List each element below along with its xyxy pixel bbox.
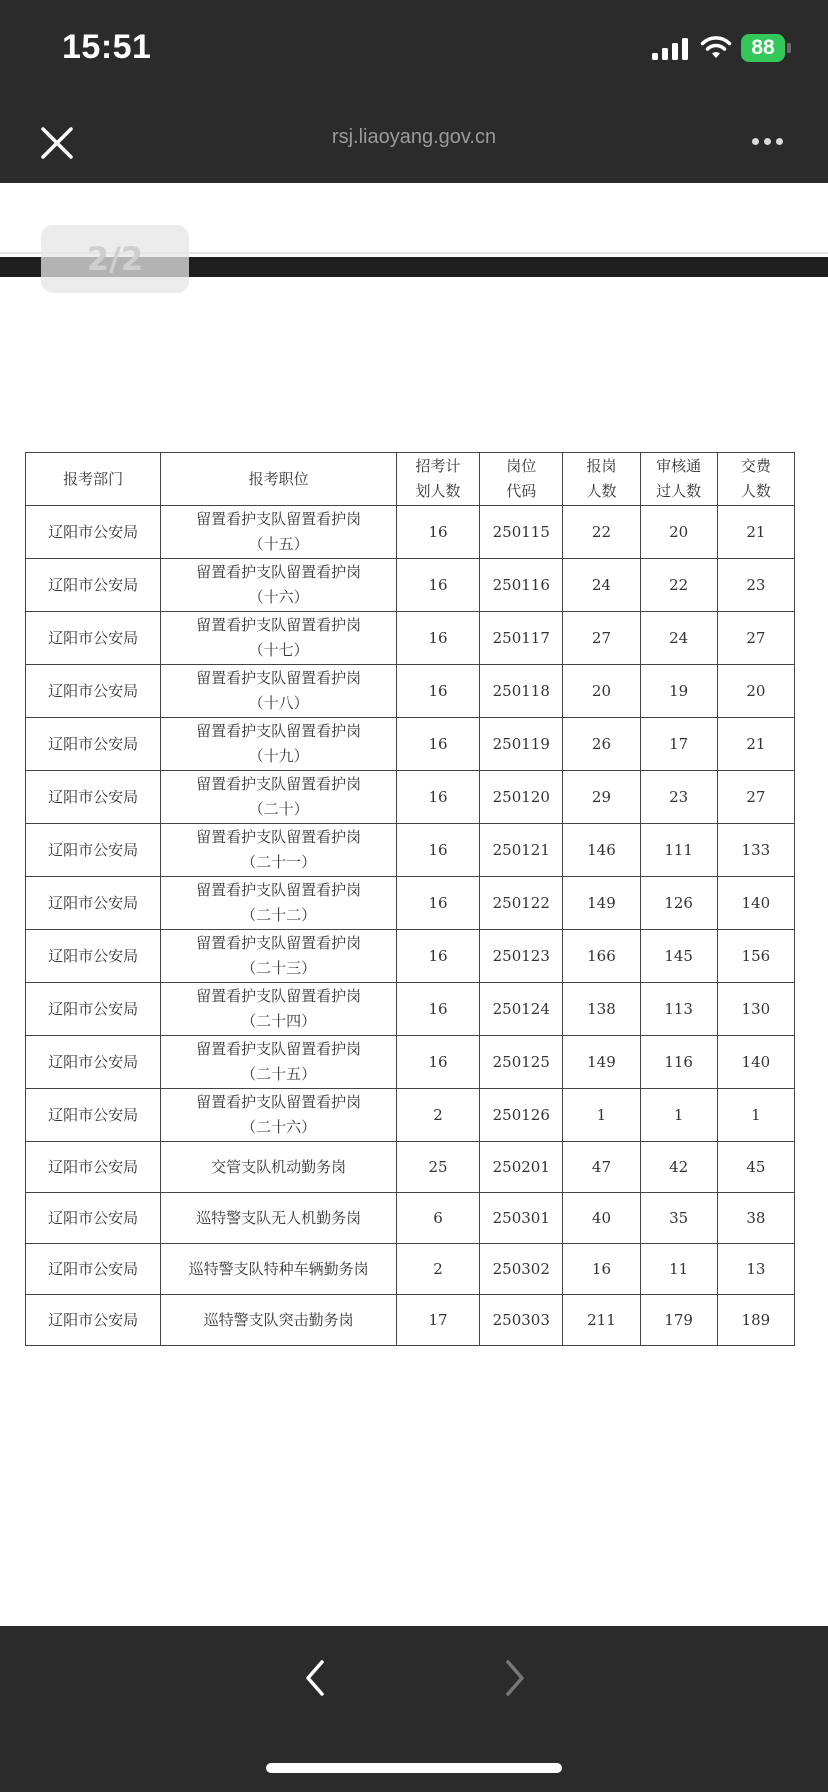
cell-paid: 21	[717, 506, 794, 559]
cell-code: 250122	[480, 877, 563, 930]
cell-approved: 19	[640, 665, 717, 718]
cell-plan: 25	[396, 1142, 479, 1193]
cell-plan: 17	[396, 1295, 479, 1346]
cell-position: 留置看护支队留置看护岗 （十七）	[161, 612, 397, 665]
header-dept: 报考部门	[26, 453, 161, 506]
table-row	[26, 665, 795, 718]
cell-paid: 20	[717, 665, 794, 718]
cell-position: 留置看护支队留置看护岗 （十八）	[161, 665, 397, 718]
cell-dept: 辽阳市公安局	[26, 559, 161, 612]
cell-plan: 16	[396, 506, 479, 559]
cell-plan: 2	[396, 1244, 479, 1295]
cell-approved: 24	[640, 612, 717, 665]
cell-approved: 126	[640, 877, 717, 930]
cell-code: 250302	[480, 1244, 563, 1295]
cell-code: 250125	[480, 1036, 563, 1089]
cell-approved: 1	[640, 1089, 717, 1142]
cell-approved: 111	[640, 824, 717, 877]
cell-code: 250115	[480, 506, 563, 559]
status-time: 15:51	[62, 28, 152, 66]
table-row	[26, 1036, 795, 1089]
cell-paid: 189	[717, 1295, 794, 1346]
cell-applied: 166	[563, 930, 640, 983]
table-row	[26, 930, 795, 983]
cell-applied: 24	[563, 559, 640, 612]
cell-plan: 16	[396, 1036, 479, 1089]
forward-arrow-icon[interactable]	[500, 1658, 530, 1698]
cell-position: 留置看护支队留置看护岗 （二十五）	[161, 1036, 397, 1089]
cell-plan: 16	[396, 771, 479, 824]
cell-applied: 27	[563, 612, 640, 665]
cell-code: 250124	[480, 983, 563, 1036]
cell-dept: 辽阳市公安局	[26, 1036, 161, 1089]
cell-applied: 20	[563, 665, 640, 718]
table-body	[26, 506, 795, 1346]
back-arrow-icon[interactable]	[300, 1658, 330, 1698]
cell-code: 250117	[480, 612, 563, 665]
battery-level: 88	[741, 34, 785, 62]
cellular-signal-icon	[652, 38, 690, 60]
cell-position: 巡特警支队无人机勤务岗	[161, 1193, 397, 1244]
cell-dept: 辽阳市公安局	[26, 771, 161, 824]
cell-approved: 20	[640, 506, 717, 559]
cell-paid: 140	[717, 1036, 794, 1089]
cell-code: 250119	[480, 718, 563, 771]
cell-plan: 16	[396, 877, 479, 930]
cell-dept: 辽阳市公安局	[26, 1244, 161, 1295]
table-row	[26, 824, 795, 877]
table-header-row	[26, 453, 795, 506]
header-position: 报考职位	[161, 453, 397, 506]
cell-applied: 146	[563, 824, 640, 877]
table-row	[26, 559, 795, 612]
table-row	[26, 1142, 795, 1193]
page-indicator: 2/2	[41, 225, 189, 293]
table-row	[26, 506, 795, 559]
cell-paid: 156	[717, 930, 794, 983]
cell-paid: 21	[717, 718, 794, 771]
cell-approved: 11	[640, 1244, 717, 1295]
cell-code: 250121	[480, 824, 563, 877]
table-row	[26, 877, 795, 930]
cell-dept: 辽阳市公安局	[26, 930, 161, 983]
cell-paid: 1	[717, 1089, 794, 1142]
cell-dept: 辽阳市公安局	[26, 1089, 161, 1142]
cell-paid: 133	[717, 824, 794, 877]
cell-paid: 45	[717, 1142, 794, 1193]
cell-plan: 6	[396, 1193, 479, 1244]
cell-plan: 16	[396, 718, 479, 771]
table-row	[26, 1244, 795, 1295]
cell-dept: 辽阳市公安局	[26, 1295, 161, 1346]
cell-applied: 1	[563, 1089, 640, 1142]
cell-paid: 140	[717, 877, 794, 930]
cell-approved: 145	[640, 930, 717, 983]
cell-dept: 辽阳市公安局	[26, 506, 161, 559]
cell-paid: 13	[717, 1244, 794, 1295]
cell-paid: 38	[717, 1193, 794, 1244]
cell-applied: 16	[563, 1244, 640, 1295]
cell-approved: 17	[640, 718, 717, 771]
cell-dept: 辽阳市公安局	[26, 983, 161, 1036]
cell-approved: 42	[640, 1142, 717, 1193]
cell-code: 250123	[480, 930, 563, 983]
cell-position: 交管支队机动勤务岗	[161, 1142, 397, 1193]
cell-approved: 113	[640, 983, 717, 1036]
cell-applied: 26	[563, 718, 640, 771]
cell-position: 留置看护支队留置看护岗 （十五）	[161, 506, 397, 559]
header-applied: 报岗 人数	[563, 453, 640, 506]
home-indicator[interactable]	[266, 1763, 562, 1773]
cell-plan: 16	[396, 983, 479, 1036]
cell-approved: 35	[640, 1193, 717, 1244]
table-row	[26, 1089, 795, 1142]
cell-applied: 149	[563, 1036, 640, 1089]
cell-applied: 149	[563, 877, 640, 930]
cell-position: 留置看护支队留置看护岗 （二十二）	[161, 877, 397, 930]
cell-dept: 辽阳市公安局	[26, 824, 161, 877]
cell-paid: 23	[717, 559, 794, 612]
cell-code: 250301	[480, 1193, 563, 1244]
wifi-icon	[700, 34, 732, 60]
cell-code: 250303	[480, 1295, 563, 1346]
cell-paid: 27	[717, 771, 794, 824]
cell-plan: 16	[396, 665, 479, 718]
cell-paid: 130	[717, 983, 794, 1036]
cell-plan: 16	[396, 824, 479, 877]
header-approved: 审核通 过人数	[640, 453, 717, 506]
table-row	[26, 983, 795, 1036]
url-label[interactable]: rsj.liaoyang.gov.cn	[331, 126, 497, 148]
cell-dept: 辽阳市公安局	[26, 1193, 161, 1244]
cell-approved: 116	[640, 1036, 717, 1089]
table-row	[26, 1193, 795, 1244]
cell-applied: 138	[563, 983, 640, 1036]
header-paid: 交费 人数	[717, 453, 794, 506]
cell-position: 留置看护支队留置看护岗 （十六）	[161, 559, 397, 612]
cell-code: 250126	[480, 1089, 563, 1142]
cell-plan: 16	[396, 559, 479, 612]
cell-position: 巡特警支队特种车辆勤务岗	[161, 1244, 397, 1295]
cell-paid: 27	[717, 612, 794, 665]
cell-applied: 47	[563, 1142, 640, 1193]
cell-plan: 16	[396, 612, 479, 665]
table-row	[26, 771, 795, 824]
cell-position: 留置看护支队留置看护岗 （二十）	[161, 771, 397, 824]
cell-position: 巡特警支队突击勤务岗	[161, 1295, 397, 1346]
cell-code: 250120	[480, 771, 563, 824]
cell-approved: 179	[640, 1295, 717, 1346]
cell-dept: 辽阳市公安局	[26, 612, 161, 665]
cell-plan: 16	[396, 930, 479, 983]
battery-tip	[787, 43, 791, 53]
table-row	[26, 612, 795, 665]
cell-dept: 辽阳市公安局	[26, 665, 161, 718]
cell-plan: 2	[396, 1089, 479, 1142]
cell-position: 留置看护支队留置看护岗 （十九）	[161, 718, 397, 771]
cell-position: 留置看护支队留置看护岗 （二十一）	[161, 824, 397, 877]
cell-code: 250201	[480, 1142, 563, 1193]
header-code: 岗位 代码	[480, 453, 563, 506]
cell-applied: 40	[563, 1193, 640, 1244]
cell-position: 留置看护支队留置看护岗 （二十三）	[161, 930, 397, 983]
cell-applied: 211	[563, 1295, 640, 1346]
cell-applied: 29	[563, 771, 640, 824]
more-options-icon[interactable]	[752, 130, 792, 150]
cell-position: 留置看护支队留置看护岗 （二十六）	[161, 1089, 397, 1142]
battery-indicator	[741, 34, 791, 62]
cell-approved: 22	[640, 559, 717, 612]
cell-applied: 22	[563, 506, 640, 559]
cell-position: 留置看护支队留置看护岗 （二十四）	[161, 983, 397, 1036]
cell-dept: 辽阳市公安局	[26, 1142, 161, 1193]
cell-code: 250118	[480, 665, 563, 718]
cell-dept: 辽阳市公安局	[26, 718, 161, 771]
cell-dept: 辽阳市公安局	[26, 877, 161, 930]
table-row	[26, 1295, 795, 1346]
cell-code: 250116	[480, 559, 563, 612]
header-plan: 招考计 划人数	[396, 453, 479, 506]
cell-approved: 23	[640, 771, 717, 824]
results-table	[25, 452, 795, 1346]
table-row	[26, 718, 795, 771]
